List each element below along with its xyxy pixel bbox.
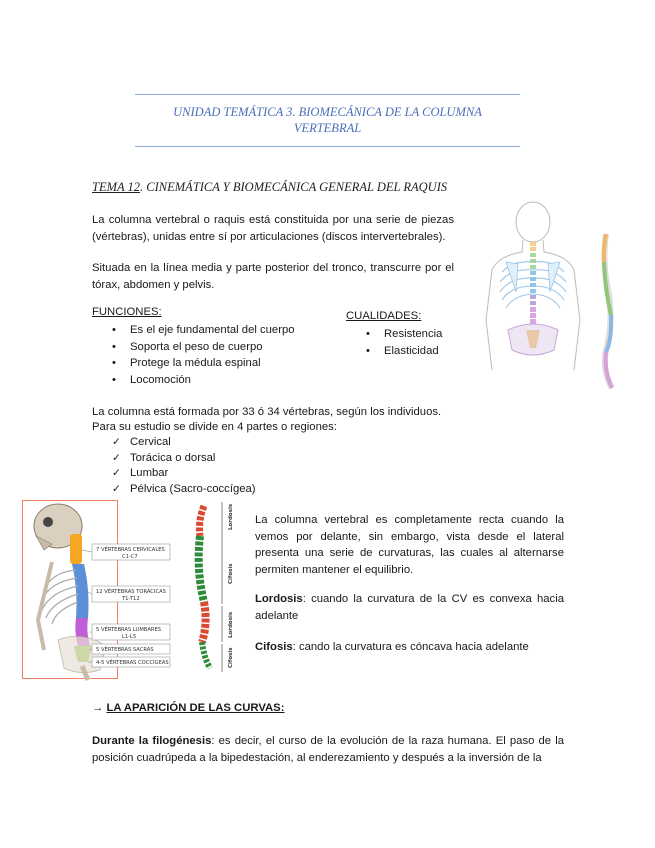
- aparicion-title: LA APARICIÓN DE LAS CURVAS:: [106, 702, 285, 714]
- filogenesis-text: : es decir, el curso de la evolución de la raza humana. El paso de la posición cuadrúpeda a la bipedestación, al enderezamiento y después a la inversión de la: [92, 735, 564, 764]
- list-item: ✓ Cervical: [112, 435, 256, 451]
- funciones-heading: FUNCIONES:: [92, 306, 162, 318]
- tema-number: TEMA 12: [92, 180, 141, 194]
- side-label-cifosis-toracica: Cifosis: [228, 563, 234, 584]
- filogenesis-term: Durante la filogénesis: [92, 735, 212, 747]
- list-item: • Elasticidad: [362, 343, 442, 360]
- spine-curvature-figure: [182, 500, 242, 675]
- list-item: • Es el eje fundamental del cuerpo: [108, 322, 295, 339]
- cifosis-term: Cifosis: [255, 641, 293, 653]
- intro-paragraph-1: La columna vertebral o raquis está constituida por una serie de piezas (vértebras), unidas entre sí por articulaciones (discos intervertebrales).: [92, 214, 454, 243]
- unit-title-line2: VERTEBRAL: [293, 121, 362, 135]
- list-item: • Protege la médula espinal: [108, 355, 295, 372]
- side-label-cifosis-sacra: Cifosis: [228, 647, 234, 668]
- cualidades-list: [362, 326, 442, 359]
- lateral-skeleton-figure: [22, 500, 182, 682]
- lordosis-definition: [255, 591, 564, 624]
- funciones-list: [108, 322, 295, 388]
- lordosis-def: : cuando la curvatura de la CV es convexa hacia adelante: [255, 593, 564, 622]
- label-lumbares: 5 VÉRTEBRAS LUMBARES: [96, 627, 162, 633]
- bottom-rule: [135, 146, 520, 147]
- label-toracicas: 12 VÉRTEBRAS TORÁCICAS: [96, 589, 166, 595]
- regiones-list: [112, 435, 256, 497]
- filogenesis-paragraph: [92, 733, 564, 766]
- side-label-lordosis-lumbar: Lordosis: [228, 611, 234, 638]
- arrow-icon: →: [92, 702, 104, 714]
- unit-title: [135, 104, 520, 136]
- label-sacras: 5 VÉRTEBRAS SACRAS: [96, 647, 154, 653]
- cifosis-definition: [255, 639, 575, 656]
- lordosis-term: Lordosis: [255, 593, 303, 605]
- list-item: • Locomoción: [108, 372, 295, 389]
- back-spine-illustration: [478, 200, 648, 400]
- tema-heading: [92, 180, 447, 195]
- label-toracicas-sub: T1-T12: [122, 596, 140, 602]
- list-item: • Soporta el peso de cuerpo: [108, 339, 295, 356]
- regiones-paragraph-1: La columna está formada por 33 ó 34 vértebras, según los individuos.: [92, 406, 442, 418]
- side-label-lordosis-cervical: Lordosis: [228, 503, 234, 530]
- regiones-paragraph-2: Para su estudio se divide en 4 partes o regiones:: [92, 421, 337, 433]
- curvaturas-paragraph: La columna vertebral es completamente recta cuando la vemos por delante, sin embargo, vista desde el lateral presenta una serie de curvaturas, las cuales al alternarse permiten mantener el equilibrio.: [255, 514, 564, 576]
- list-item: ✓ Lumbar: [112, 466, 256, 482]
- cualidades-heading: CUALIDADES:: [346, 310, 422, 322]
- list-item: ✓ Pélvica (Sacro-coccígea): [112, 482, 256, 498]
- aparicion-heading: [92, 702, 284, 714]
- unit-title-line1: UNIDAD TEMÁTICA 3. BIOMECÁNICA DE LA COLUMNA: [173, 105, 482, 119]
- label-coccigeas: 4-5 VÉRTEBRAS COCCÍGEAS: [96, 660, 169, 666]
- tema-title: . CINEMÁTICA Y BIOMECÁNICA GENERAL DEL RAQUIS: [140, 180, 448, 194]
- list-item: • Resistencia: [362, 326, 442, 343]
- label-cervicales-sub: C1-C7: [122, 554, 138, 560]
- cifosis-def: : cando la curvatura es cóncava hacia adelante: [292, 641, 529, 653]
- label-lumbares-sub: L1-L5: [122, 634, 137, 640]
- label-cervicales: 7 VÉRTEBRAS CERVICALES: [96, 547, 165, 553]
- intro-paragraph-2: Situada en la línea media y parte posterior del tronco, transcurre por el tórax, abdomen y pelvis.: [92, 262, 454, 291]
- list-item: ✓ Torácica o dorsal: [112, 451, 256, 467]
- top-rule: [135, 94, 520, 95]
